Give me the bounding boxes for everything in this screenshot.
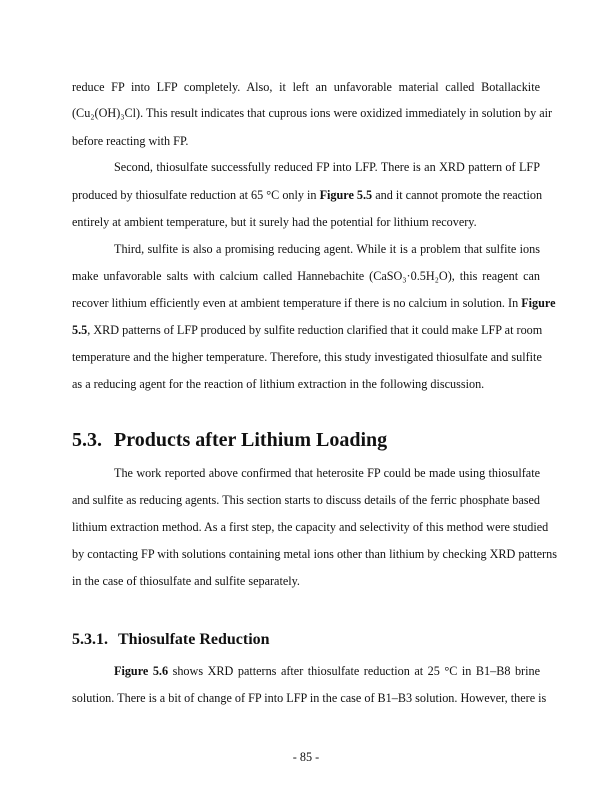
paragraph-line — [72, 349, 540, 365]
paragraph-line — [72, 322, 543, 338]
text-run: temperature and the higher temperature. Therefore, this study investigated thiosulfate and sulfite — [72, 350, 542, 364]
text-run: by contacting FP with solutions containing metal ions other than lithium by checking XRD patterns — [72, 547, 557, 561]
paragraph-line — [72, 573, 540, 589]
paragraph-line — [72, 268, 540, 284]
paragraph-line — [72, 105, 553, 121]
text-run: and it cannot promote the reaction — [372, 188, 543, 202]
text-run: make unfavorable salts with calcium called Hannebachite (CaSO₃·0.5H₂O), this reagent can — [72, 269, 540, 283]
section-heading — [72, 428, 387, 452]
section-number: 5.3.1. — [72, 631, 108, 648]
text-run: solution. There is a bit of change of FP into LFP in the case of B1–B3 solution. However, there is — [72, 691, 547, 705]
paragraph-line — [114, 159, 540, 175]
page-number: - 85 - — [292, 750, 320, 764]
text-run: Third, sulfite is also a promising reducing agent. While it is a problem that sulfite ions — [114, 242, 540, 256]
text-run: reduce FP into LFP completely. Also, it left an unfavorable material called Botallackite — [72, 80, 540, 94]
text-run: Second, thiosulfate successfully reduced FP into LFP. There is an XRD pattern of LFP — [114, 160, 540, 174]
figure-reference: Figure — [521, 296, 556, 310]
paragraph-line — [114, 241, 540, 257]
figure-reference: 5.5 — [72, 323, 88, 337]
text-run: and sulfite as reducing agents. This section starts to discuss details of the ferric phosphate based — [72, 493, 540, 507]
text-run: shows XRD patterns after thiosulfate reduction at 25 °C in B1–B8 brine — [168, 664, 540, 678]
text-run: recover lithium efficiently even at ambient temperature if there is no calcium in solution. In — [72, 296, 522, 310]
section-number: 5.3. — [72, 429, 102, 451]
paragraph-line — [72, 79, 540, 95]
text-run: entirely at ambient temperature, but it surely had the potential for lithium recovery. — [72, 215, 477, 229]
text-run: as a reducing agent for the reaction of lithium extraction in the following discussion. — [72, 377, 485, 391]
text-run: before reacting with FP. — [72, 134, 189, 148]
subsection-heading — [72, 630, 270, 650]
paragraph-line — [114, 663, 540, 679]
text-run: produced by thiosulfate reduction at 65 °C only in — [72, 188, 320, 202]
text-run: (Cu₂(OH)₃Cl). This result indicates that cuprous ions were oxidized immediately in solution by air — [72, 106, 553, 120]
section-title: Products after Lithium Loading — [114, 429, 388, 451]
paragraph-line — [72, 187, 543, 203]
text-run: The work reported above confirmed that heterosite FP could be made using thiosulfate — [114, 466, 540, 480]
paragraph-line — [72, 376, 540, 392]
paragraph-line — [72, 546, 557, 562]
figure-reference: Figure 5.6 — [114, 664, 169, 678]
paragraph-line — [114, 465, 540, 481]
paragraph-line — [72, 214, 540, 230]
paragraph-line — [72, 492, 540, 508]
text-run: , XRD patterns of LFP produced by sulfite reduction clarified that it could make LFP at room — [87, 323, 543, 337]
figure-reference: Figure 5.5 — [319, 188, 373, 202]
text-run: lithium extraction method. As a first step, the capacity and selectivity of this method were studied — [72, 520, 549, 534]
text-run: in the case of thiosulfate and sulfite separately. — [72, 574, 300, 588]
paragraph-line — [72, 295, 556, 311]
paragraph-line — [72, 690, 547, 706]
paragraph-line — [72, 133, 540, 149]
section-title: Thiosulfate Reduction — [118, 631, 270, 648]
paragraph-line — [72, 519, 549, 535]
